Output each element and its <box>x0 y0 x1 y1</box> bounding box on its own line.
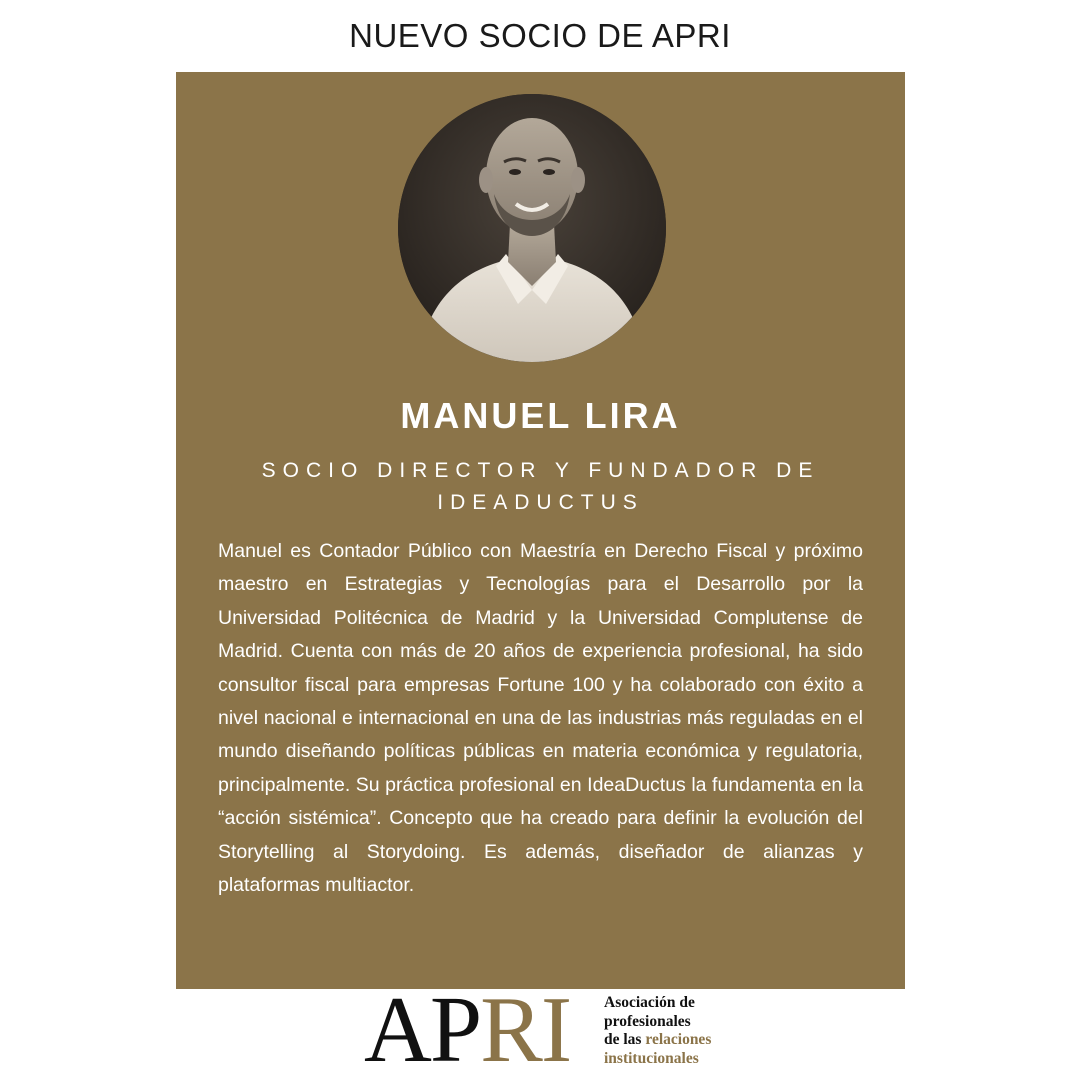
portrait-illustration <box>398 94 666 362</box>
profile-bio: Manuel es Contador Público con Maestría en Derecho Fiscal y próximo maestro en Estrategias y Tecnologías para el Desarrollo por la Universidad Politécnica de Madrid y la Universidad Complutense de Madrid. Cuenta con más de 20 años de experiencia profesional, ha sido consultor fiscal para empresas Fortune 100 y ha colaborado con éxito a nivel nacional e internacional en una de las industrias más reguladas en el mundo diseñando políticas públicas en materia económica y regulatoria, principalmente. Su práctica profesional en IdeaDuctus la fundamenta en la “acción sistémica”. Concepto que ha creado para definir la evolución del Storytelling al Storydoing. Es además, diseñador de alianzas y plataformas multiactor. <box>218 540 863 897</box>
apri-logo-text <box>604 994 734 1068</box>
logo-line-4: institucionales <box>604 1049 699 1067</box>
logo-line-3 <box>604 1031 734 1050</box>
logo-line-2: profesionales <box>604 1012 691 1030</box>
logo-line-1: Asociación de <box>604 994 695 1011</box>
logo-line-3-gold: relaciones <box>645 1031 712 1048</box>
profile-name: MANUEL LIRA <box>400 395 681 436</box>
profile-card <box>176 72 905 989</box>
profile-photo <box>398 94 666 362</box>
logo-mark-ap: AP <box>364 978 481 1082</box>
apri-logo <box>364 978 724 1082</box>
page-title: NUEVO SOCIO DE APRI <box>349 17 731 54</box>
apri-logo-mark <box>364 978 571 1082</box>
profile-role: SOCIO DIRECTOR Y FUNDADOR DE IDEADUCTUS <box>261 459 820 514</box>
logo-line-3-dark: de las <box>604 1031 642 1048</box>
logo-mark-ri: RI <box>480 978 571 1082</box>
